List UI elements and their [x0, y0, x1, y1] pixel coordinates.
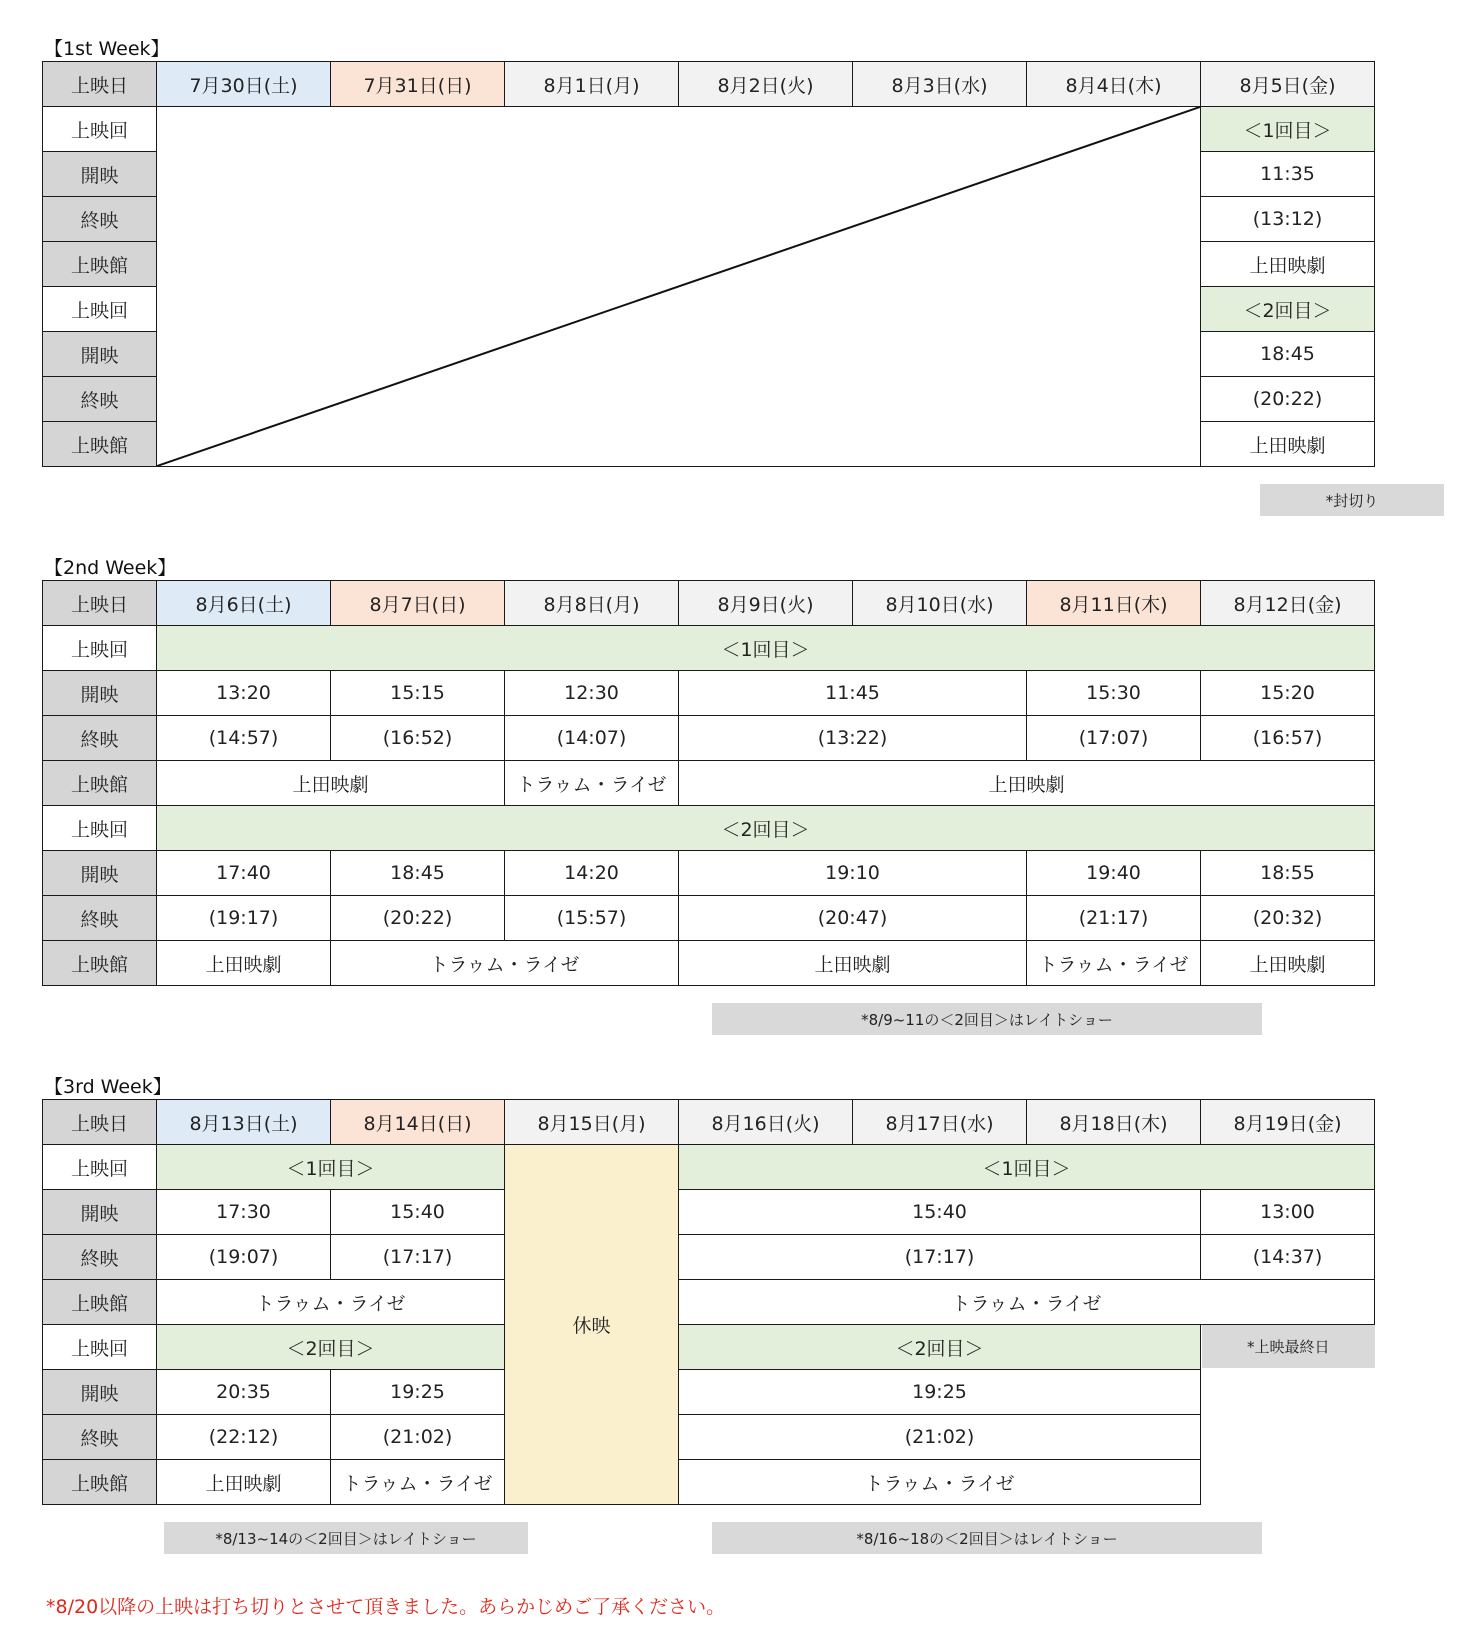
start-time: 15:40 — [331, 1190, 505, 1235]
label-venue: 上映館 — [43, 941, 157, 986]
venue: 上田映劇 — [157, 941, 331, 986]
show-label: ＜2回目＞ — [157, 1325, 505, 1370]
start-time: 19:25 — [331, 1370, 505, 1415]
show-label: ＜2回目＞ — [679, 1325, 1201, 1370]
start-time: 18:45 — [331, 851, 505, 896]
venue: トラゥム・ライゼ — [679, 1460, 1201, 1505]
start-time: 13:20 — [157, 671, 331, 716]
venue: 上田映劇 — [1201, 242, 1375, 287]
week3-table — [42, 1099, 1375, 1505]
date-cell: 8月19日(金) — [1201, 1100, 1375, 1145]
venue: 上田映劇 — [157, 761, 505, 806]
end-time: (22:12) — [157, 1415, 331, 1460]
label-show: 上映回 — [43, 107, 157, 152]
date-cell: 7月31日(日) — [331, 62, 505, 107]
date-cell: 8月3日(水) — [853, 62, 1027, 107]
last-day-note: *上映最終日 — [1202, 1325, 1375, 1368]
end-time: (17:17) — [331, 1235, 505, 1280]
date-cell: 8月17日(水) — [853, 1100, 1027, 1145]
date-cell: 8月18日(木) — [1027, 1100, 1201, 1145]
start-time: 15:15 — [331, 671, 505, 716]
label-show: 上映回 — [43, 1145, 157, 1190]
show-label: ＜1回目＞ — [679, 1145, 1375, 1190]
venue: 上田映劇 — [1201, 422, 1375, 467]
week3-title: 【3rd Week】 — [44, 1076, 172, 1098]
label-venue: 上映館 — [43, 1460, 157, 1505]
venue: トラゥム・ライゼ — [679, 1280, 1375, 1325]
label-end: 終映 — [43, 1415, 157, 1460]
week2-table — [42, 580, 1375, 986]
start-time: 18:55 — [1201, 851, 1375, 896]
show-label: ＜1回目＞ — [1201, 107, 1375, 152]
week1-title: 【1st Week】 — [44, 38, 170, 60]
diagonal-line — [157, 107, 1200, 466]
end-time: (15:57) — [505, 896, 679, 941]
label-end: 終映 — [43, 377, 157, 422]
end-time: (21:02) — [331, 1415, 505, 1460]
end-time: (13:22) — [679, 716, 1027, 761]
start-time: 19:40 — [1027, 851, 1201, 896]
label-start: 開映 — [43, 152, 157, 197]
label-venue: 上映館 — [43, 761, 157, 806]
end-time: (20:22) — [331, 896, 505, 941]
start-time: 11:45 — [679, 671, 1027, 716]
end-time: (19:17) — [157, 896, 331, 941]
label-venue: 上映館 — [43, 422, 157, 467]
end-time: (17:17) — [679, 1235, 1201, 1280]
week1-table — [42, 61, 1375, 467]
start-time: 17:40 — [157, 851, 331, 896]
label-day: 上映日 — [43, 62, 157, 107]
start-time: 13:00 — [1201, 1190, 1375, 1235]
date-cell: 8月10日(水) — [853, 581, 1027, 626]
label-start: 開映 — [43, 1190, 157, 1235]
closed-day: 休映 — [505, 1145, 679, 1505]
last-day-area — [1201, 1325, 1375, 1505]
date-cell: 8月13日(土) — [157, 1100, 331, 1145]
no-screening-area — [157, 107, 1201, 467]
start-time: 20:35 — [157, 1370, 331, 1415]
week2-title: 【2nd Week】 — [44, 557, 177, 579]
late-show-note: *8/9~11の＜2回目＞はレイトショー — [712, 1003, 1262, 1035]
label-venue: 上映館 — [43, 242, 157, 287]
venue: トラゥム・ライゼ — [331, 941, 679, 986]
end-time: (19:07) — [157, 1235, 331, 1280]
end-time: (21:02) — [679, 1415, 1201, 1460]
label-show: 上映回 — [43, 806, 157, 851]
date-cell: 8月6日(土) — [157, 581, 331, 626]
label-show: 上映回 — [43, 287, 157, 332]
show-label: ＜1回目＞ — [157, 626, 1375, 671]
end-time: (16:57) — [1201, 716, 1375, 761]
label-venue: 上映館 — [43, 1280, 157, 1325]
end-time: (14:57) — [157, 716, 331, 761]
venue: 上田映劇 — [157, 1460, 331, 1505]
end-time: (20:32) — [1201, 896, 1375, 941]
footer-notice: *8/20以降の上映は打ち切りとさせて頂きました。あらかじめご了承ください。 — [46, 1596, 726, 1618]
venue: 上田映劇 — [679, 761, 1375, 806]
label-show: 上映回 — [43, 626, 157, 671]
label-show: 上映回 — [43, 1325, 157, 1370]
start-time: 14:20 — [505, 851, 679, 896]
label-end: 終映 — [43, 1235, 157, 1280]
venue: トラゥム・ライゼ — [1027, 941, 1201, 986]
end-time: (13:12) — [1201, 197, 1375, 242]
label-end: 終映 — [43, 197, 157, 242]
date-cell: 8月4日(木) — [1027, 62, 1201, 107]
end-time: (17:07) — [1027, 716, 1201, 761]
date-cell: 8月12日(金) — [1201, 581, 1375, 626]
label-end: 終映 — [43, 896, 157, 941]
start-time: 15:40 — [679, 1190, 1201, 1235]
end-time: (20:22) — [1201, 377, 1375, 422]
date-cell: 8月1日(月) — [505, 62, 679, 107]
date-cell: 8月11日(木) — [1027, 581, 1201, 626]
date-cell: 8月8日(月) — [505, 581, 679, 626]
date-cell: 8月7日(日) — [331, 581, 505, 626]
start-time: 11:35 — [1201, 152, 1375, 197]
end-time: (16:52) — [331, 716, 505, 761]
start-time: 18:45 — [1201, 332, 1375, 377]
venue: 上田映劇 — [679, 941, 1027, 986]
end-time: (21:17) — [1027, 896, 1201, 941]
venue: 上田映劇 — [1201, 941, 1375, 986]
date-cell: 8月16日(火) — [679, 1100, 853, 1145]
label-start: 開映 — [43, 332, 157, 377]
date-cell: 8月5日(金) — [1201, 62, 1375, 107]
start-time: 19:25 — [679, 1370, 1201, 1415]
show-label: ＜1回目＞ — [157, 1145, 505, 1190]
venue: トラゥム・ライゼ — [331, 1460, 505, 1505]
date-cell: 8月15日(月) — [505, 1100, 679, 1145]
start-time: 15:30 — [1027, 671, 1201, 716]
label-start: 開映 — [43, 1370, 157, 1415]
label-day: 上映日 — [43, 1100, 157, 1145]
end-time: (14:07) — [505, 716, 679, 761]
date-cell: 8月9日(火) — [679, 581, 853, 626]
date-cell: 8月2日(火) — [679, 62, 853, 107]
date-cell: 8月14日(日) — [331, 1100, 505, 1145]
date-cell: 7月30日(土) — [157, 62, 331, 107]
end-time: (20:47) — [679, 896, 1027, 941]
start-time: 19:10 — [679, 851, 1027, 896]
start-time: 15:20 — [1201, 671, 1375, 716]
start-time: 17:30 — [157, 1190, 331, 1235]
label-end: 終映 — [43, 716, 157, 761]
label-start: 開映 — [43, 671, 157, 716]
venue: トラゥム・ライゼ — [505, 761, 679, 806]
label-start: 開映 — [43, 851, 157, 896]
late-show-note: *8/16~18の＜2回目＞はレイトショー — [712, 1522, 1262, 1554]
venue: トラゥム・ライゼ — [157, 1280, 505, 1325]
premiere-note: *封切り — [1260, 484, 1444, 516]
end-time: (14:37) — [1201, 1235, 1375, 1280]
late-show-note: *8/13~14の＜2回目＞はレイトショー — [164, 1522, 528, 1554]
start-time: 12:30 — [505, 671, 679, 716]
show-label: ＜2回目＞ — [1201, 287, 1375, 332]
show-label: ＜2回目＞ — [157, 806, 1375, 851]
label-day: 上映日 — [43, 581, 157, 626]
